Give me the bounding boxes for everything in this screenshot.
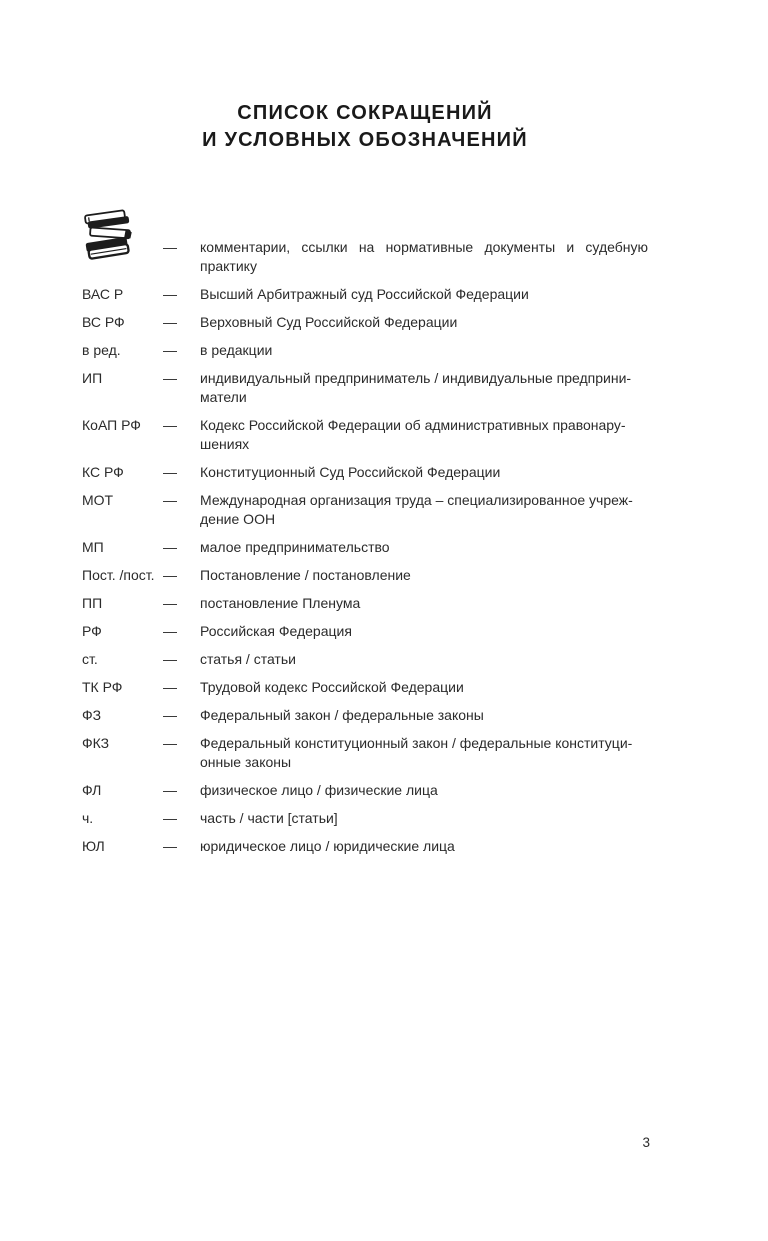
abbreviation-definition — [200, 341, 648, 360]
abbreviation-term: ПП — [82, 595, 103, 611]
abbreviation-row — [82, 491, 648, 529]
abbreviation-row — [82, 809, 648, 828]
abbreviation-term: МОТ — [82, 492, 114, 508]
definition-line: физическое лицо / физические лица — [200, 782, 438, 798]
dash-separator: — — [163, 707, 177, 723]
abbreviation-row — [82, 678, 648, 697]
definition-line: матели — [200, 389, 247, 405]
definition-line: Высший Арбитражный суд Российской Федерации — [200, 286, 529, 302]
abbreviation-row — [82, 538, 648, 557]
page-number: 3 — [642, 1135, 650, 1150]
dash-separator: — — [163, 370, 177, 386]
books-stack-icon — [83, 209, 137, 265]
abbreviation-row — [82, 566, 648, 585]
abbreviation-term: КС РФ — [82, 464, 124, 480]
definition-line: Трудовой кодекс Российской Федерации — [200, 679, 464, 695]
abbreviation-term: ч. — [82, 810, 94, 826]
abbreviation-term: ФЗ — [82, 707, 102, 723]
abbreviation-definition — [200, 734, 648, 772]
abbreviation-term: ФЛ — [82, 782, 102, 798]
dash-separator: — — [163, 314, 177, 330]
abbreviation-definition — [200, 369, 648, 407]
abbreviation-row — [82, 341, 648, 360]
dash-separator: — — [163, 623, 177, 639]
page-title — [82, 100, 648, 154]
definition-line: Федеральный закон / федеральные законы — [200, 707, 484, 723]
dash-separator: — — [163, 286, 177, 302]
definition-line: юридическое лицо / юридические лица — [200, 838, 455, 854]
definition-line: статья / статьи — [200, 651, 296, 667]
abbreviation-row — [82, 285, 648, 304]
abbreviation-definition — [200, 678, 648, 697]
abbreviation-definition — [200, 650, 648, 669]
definition-line: Международная организация труда – специализированное учреж- — [200, 492, 633, 508]
definition-line: постановление Пленума — [200, 595, 361, 611]
definition-line: Федеральный конституционный закон / федеральные конституци- — [200, 735, 633, 751]
abbreviation-row — [82, 650, 648, 669]
dash-separator: — — [163, 239, 177, 255]
dash-separator: — — [163, 567, 177, 583]
abbreviation-term — [82, 238, 163, 276]
abbreviation-term: ИП — [82, 370, 103, 386]
page-title-line1: СПИСОК СОКРАЩЕНИЙ — [237, 102, 493, 124]
definition-line: малое предпринимательство — [200, 539, 390, 555]
definition-line: индивидуальный предприниматель / индивидуальные предприни- — [200, 370, 632, 386]
abbreviation-definition — [200, 416, 648, 454]
abbreviation-definition — [200, 622, 648, 641]
abbreviation-row — [82, 313, 648, 332]
definition-line: Верховный Суд Российской Федерации — [200, 314, 458, 330]
abbreviation-definition — [200, 594, 648, 613]
definition-line: Кодекс Российской Федерации об административных правонару- — [200, 417, 626, 433]
definition-line: дение ООН — [200, 511, 276, 527]
abbreviation-definition — [200, 285, 648, 304]
abbreviation-row — [82, 622, 648, 641]
abbreviation-term: в ред. — [82, 342, 121, 358]
abbreviation-term: ВАС Р — [82, 286, 124, 302]
abbreviation-definition — [200, 491, 648, 529]
abbreviation-definition — [200, 538, 648, 557]
abbreviation-term: МП — [82, 539, 104, 555]
abbreviation-term: РФ — [82, 623, 102, 639]
dash-separator: — — [163, 838, 177, 854]
abbreviation-definition — [200, 566, 648, 585]
abbreviation-definition — [200, 781, 648, 800]
abbreviation-term: КоАП РФ — [82, 417, 141, 433]
abbreviation-definition — [200, 463, 648, 482]
abbreviation-definition — [200, 809, 648, 828]
definition-line: в редакции — [200, 342, 273, 358]
definition-line: Конституционный Суд Российской Федерации — [200, 464, 501, 480]
abbreviation-term: ВС РФ — [82, 314, 125, 330]
dash-separator: — — [163, 679, 177, 695]
dash-separator: — — [163, 810, 177, 826]
abbreviation-row — [82, 837, 648, 856]
page-title-line2: И УСЛОВНЫХ ОБОЗНАЧЕНИЙ — [202, 129, 528, 151]
definition-line: часть / части [статьи] — [200, 810, 338, 826]
dash-separator: — — [163, 417, 177, 433]
abbreviation-term: ст. — [82, 651, 98, 667]
abbreviation-row — [82, 463, 648, 482]
abbreviation-row — [82, 594, 648, 613]
abbreviation-definition — [200, 706, 648, 725]
abbreviation-term: ТК РФ — [82, 679, 123, 695]
abbreviation-definition — [200, 837, 648, 856]
abbreviation-row — [82, 706, 648, 725]
dash-separator: — — [163, 539, 177, 555]
abbreviation-definition — [200, 238, 648, 276]
definition-line: Российская Федерация — [200, 623, 352, 639]
dash-separator: — — [163, 735, 177, 751]
abbreviation-row — [82, 238, 648, 276]
definition-line: комментарии, ссылки на нормативные документы и судебную — [200, 239, 648, 255]
abbreviation-row — [82, 734, 648, 772]
abbreviation-term: Пост. /пост. — [82, 567, 155, 583]
abbreviation-row — [82, 781, 648, 800]
dash-separator: — — [163, 492, 177, 508]
definition-line: практику — [200, 258, 257, 274]
definition-line: онные законы — [200, 754, 292, 770]
dash-separator: — — [163, 342, 177, 358]
dash-separator: — — [163, 782, 177, 798]
dash-separator: — — [163, 651, 177, 667]
abbreviation-row — [82, 416, 648, 454]
definition-line: Постановление / постановление — [200, 567, 411, 583]
dash-separator: — — [163, 595, 177, 611]
abbreviation-definition — [200, 313, 648, 332]
abbreviations-list — [82, 238, 648, 865]
abbreviation-term: ЮЛ — [82, 838, 105, 854]
abbreviation-row — [82, 369, 648, 407]
abbreviation-term: ФКЗ — [82, 735, 110, 751]
dash-separator: — — [163, 464, 177, 480]
definition-line: шениях — [200, 436, 250, 452]
